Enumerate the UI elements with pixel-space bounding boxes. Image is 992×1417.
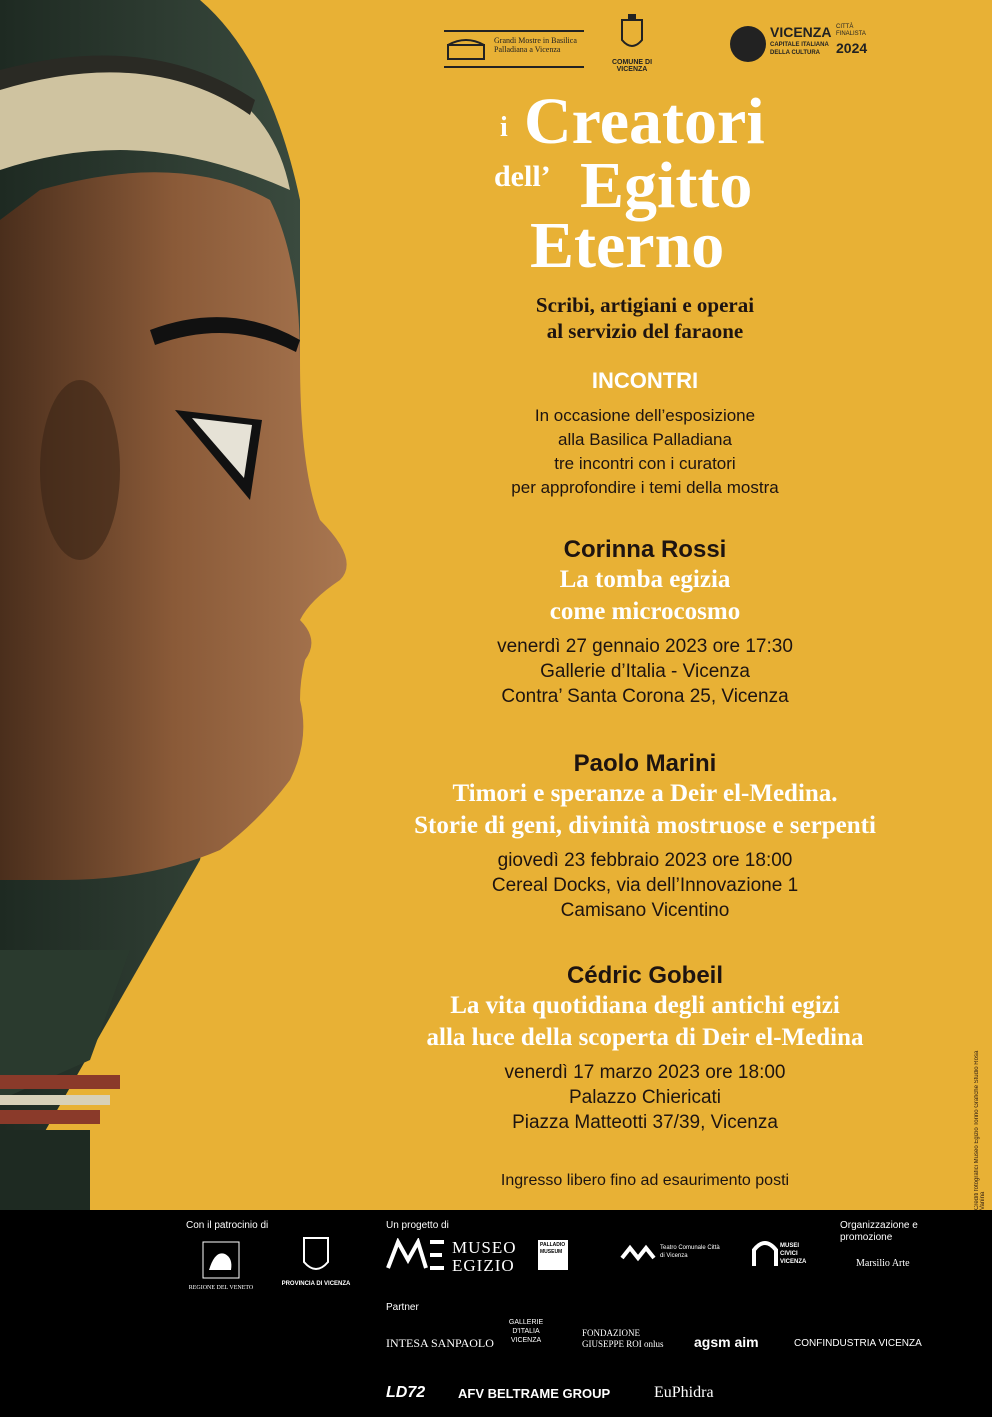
egyptian-mask-illustration	[0, 0, 420, 1210]
comune-di-vicenza-logo: COMUNE DI VICENZA	[602, 14, 662, 84]
subtitle: Scribi, artigiani e operai al servizio del faraone	[535, 293, 755, 343]
patrocinio-label: Con il patrocinio di	[186, 1220, 269, 1231]
gallerie-italia-logo: GALLERIE D'ITALIA VICENZA	[508, 1319, 544, 1344]
event-details: giovedì 23 febbraio 2023 ore 18:00 Cereal Docks, via dell’Innovazione 1 Camisano Vicentino	[491, 850, 799, 921]
title-line1: Creatori	[524, 85, 765, 158]
header-logos	[440, 14, 880, 84]
vicenza-2024-logo: VICENZA CITTÀ FINALISTA CAPITALE ITALIANA DELLA CULTURA 2024	[730, 24, 880, 74]
basilica-icon	[446, 35, 486, 63]
event-title: La vita quotidiana degli antichi egizi alla luce della scoperta di Deir el-Medina	[426, 992, 864, 1051]
partner-label: Partner	[386, 1302, 419, 1313]
agsm-aim-logo: agsm aim	[694, 1334, 759, 1350]
marsilio-arte-logo: Marsilio Arte	[856, 1258, 910, 1269]
grandi-mostre-logo: Grandi Mostre in Basilica Palladiana a Vicenza	[444, 30, 584, 68]
shield-icon	[302, 1236, 330, 1276]
confindustria-logo: CONFINDUSTRIA VICENZA	[794, 1338, 922, 1349]
section-intro: In occasione dell’esposizione alla Basilica Palladiana tre incontri con i curatori per approfondire i temi della mostra	[511, 406, 779, 497]
euphidra-logo: EuPhidra	[654, 1384, 714, 1401]
arch-icon	[752, 1238, 778, 1268]
intesa-sanpaolo-logo: INTESA SANPAOLO	[386, 1336, 494, 1350]
event-title: Timori e speranze a Deir el-Medina. Storie di geni, divinità mostruose e serpenti	[414, 780, 876, 839]
event-title: La tomba egizia come microcosmo	[549, 566, 741, 625]
ld72-logo: LD72	[386, 1384, 426, 1401]
title-i: i	[500, 112, 508, 143]
lion-icon	[201, 1240, 241, 1280]
event-details: venerdì 17 marzo 2023 ore 18:00 Palazzo Chiericati Piazza Matteotti 37/39, Vicenza	[504, 1062, 786, 1133]
title-line2: Egitto	[580, 149, 753, 222]
event-3	[360, 962, 930, 1135]
event-speaker: Corinna Rossi	[563, 536, 727, 563]
title-line3: Eterno	[530, 209, 725, 282]
event-2	[360, 750, 930, 923]
event-details: venerdì 27 gennaio 2023 ore 17:30 Gallerie d’Italia - Vicenza Contra’ Santa Corona 25, Vicenza	[497, 636, 793, 707]
event-speaker: Cédric Gobeil	[566, 962, 724, 989]
museo-egizio-logo: MUSEO EGIZIO	[386, 1238, 526, 1278]
palladio-museum-logo: PALLADIO MUSEUM	[538, 1240, 606, 1280]
title-dell: dell’	[494, 160, 551, 193]
me-monogram-icon	[386, 1238, 446, 1272]
regione-veneto-logo: REGIONE DEL VENETO	[186, 1240, 256, 1291]
provincia-vicenza-logo: PROVINCIA DI VICENZA	[276, 1236, 356, 1287]
afv-beltrame-logo: AFV BELTRAME GROUP	[458, 1386, 611, 1401]
org-label: Organizzazione e promozione	[840, 1220, 918, 1243]
photo-credits: Crediti fotografici Museo Egizio Torino Grafiche Studio Rosa Vanina	[974, 1050, 986, 1210]
section-heading: INCONTRI	[591, 368, 699, 393]
progetto-label: Un progetto di	[386, 1220, 449, 1231]
fondazione-roi-logo: FONDAZIONE GIUSEPPE ROI onlus	[582, 1328, 664, 1349]
musei-civici-logo: MUSEI CIVICI VICENZA	[752, 1238, 812, 1278]
teatro-comunale-logo: Teatro Comunale Città di Vicenza	[620, 1244, 720, 1274]
free-entry-note: Ingresso libero fino ad esaurimento posti	[500, 1172, 790, 1189]
teatro-wave-icon	[620, 1244, 658, 1264]
vicenza-circle-icon	[730, 26, 766, 62]
coat-of-arms-icon	[618, 14, 646, 54]
sponsor-footer	[0, 1210, 992, 1417]
event-speaker: Paolo Marini	[573, 750, 717, 777]
event-1	[360, 536, 930, 709]
